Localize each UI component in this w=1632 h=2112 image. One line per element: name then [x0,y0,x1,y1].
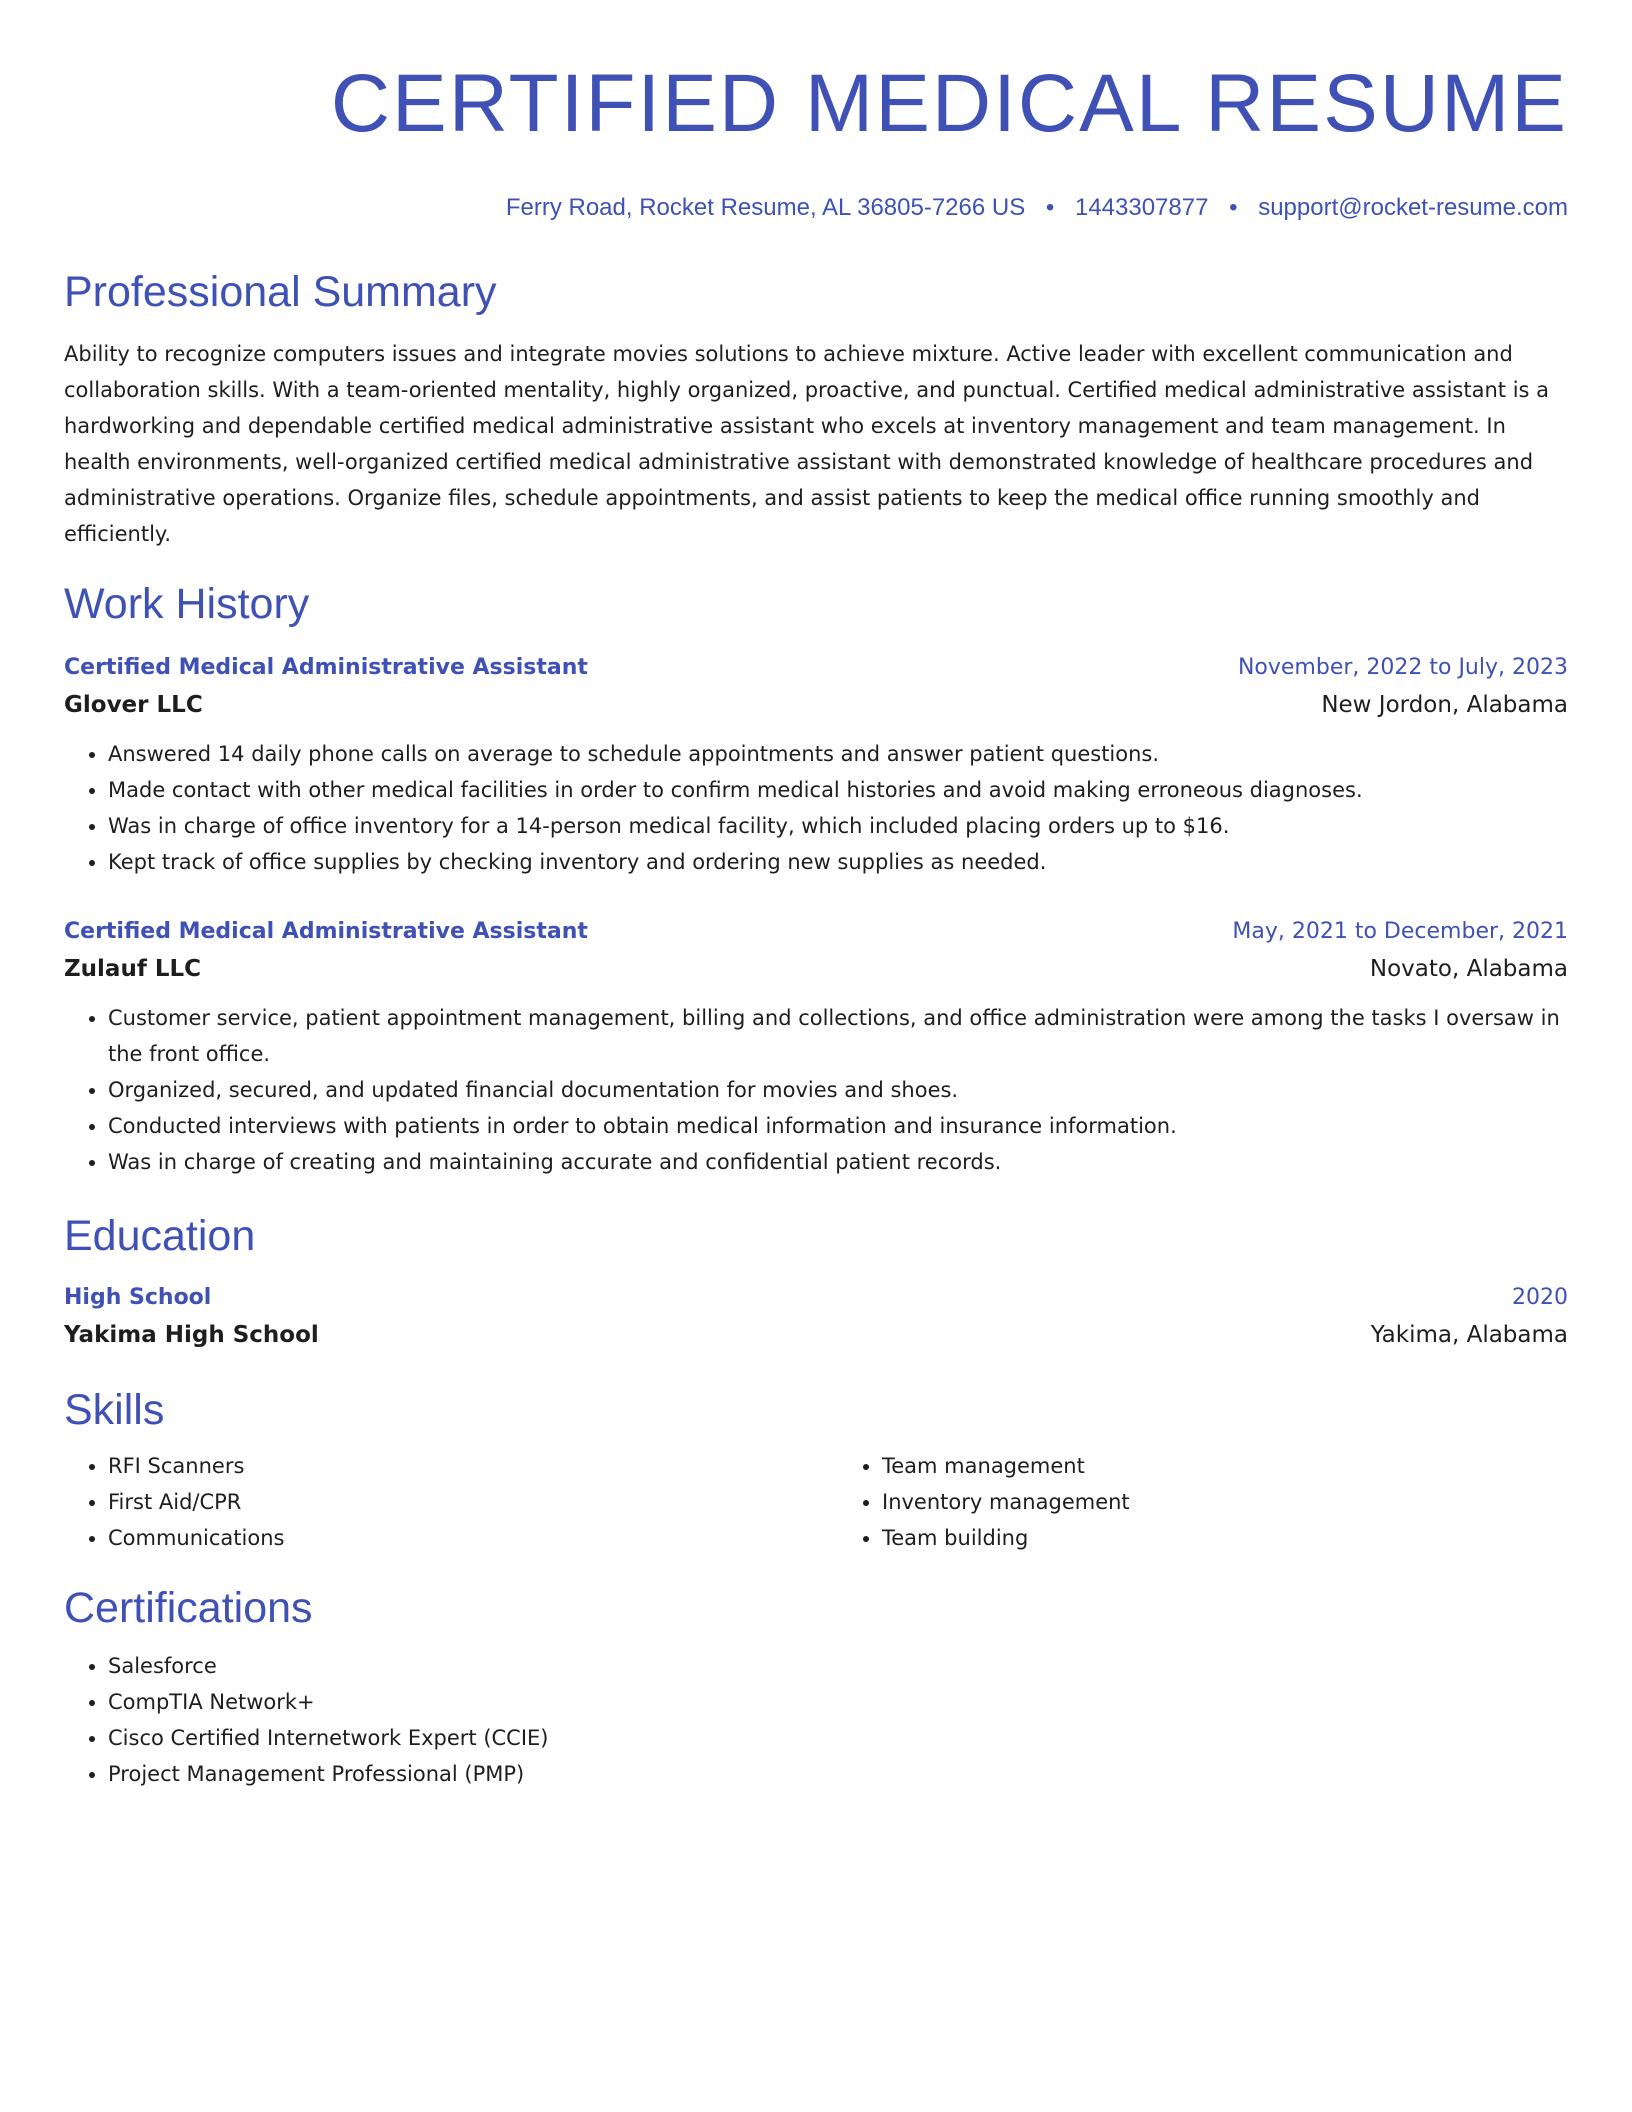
job-entry [64,914,1568,1180]
contact-line [64,192,1568,224]
list-item: • Answered 14 daily phone calls on average to schedule appointments and answer patient questions. [108,736,1568,772]
job-company-row [64,950,1568,988]
job-header-row [64,914,1568,950]
email-link[interactable]: support@rocket-resume.com [1258,194,1568,221]
list-item: • Kept track of office supplies by checking inventory and ordering new supplies as needed. [108,844,1568,880]
certifications-section [64,1580,1568,1792]
job-dates: November, 2022 to July, 2023 [1237,655,1568,680]
list-item: • Conducted interviews with patients in order to obtain medical information and insurance information. [108,1108,1568,1144]
list-item: • Customer service, patient appointment management, billing and collections, and office administration were among the tasks I oversaw in the front office. [108,1000,1568,1072]
list-item: • CompTIA Network+ [108,1684,1568,1720]
list-item: • Cisco Certified Internetwork Expert (CCIE) [108,1720,1568,1756]
education-header-row [64,1280,1568,1316]
list-item: • Project Management Professional (PMP) [108,1756,1568,1792]
school-name: Yakima High School [64,1322,319,1348]
company-name: Zulauf LLC [64,956,202,982]
summary-heading: Professional Summary [64,268,497,316]
skills-columns [64,1448,1568,1556]
education-school-row [64,1316,1568,1354]
degree: High School [64,1285,212,1310]
list-item: • Made contact with other medical facilities in order to confirm medical histories and avoid making erroneous diagnoses. [108,772,1568,808]
list-item: • Organized, secured, and updated financial documentation for movies and shoes. [108,1072,1568,1108]
job-company-row [64,686,1568,724]
list-item: • Was in charge of office inventory for a 14-person medical facility, which included placing orders up to $16. [108,808,1568,844]
list-item: • Team management [882,1448,1568,1484]
graduation-year: 2020 [1512,1285,1568,1310]
certifications-list [64,1648,1568,1792]
school-location: Yakima, Alabama [1370,1322,1568,1348]
skills-heading: Skills [64,1386,165,1434]
education-entry [64,1280,1568,1354]
list-item: • Was in charge of creating and maintaining accurate and confidential patient records. [108,1144,1568,1180]
job-duties-list [64,736,1568,880]
separator-dot: • [1045,194,1055,221]
list-item: • First Aid/CPR [108,1484,816,1520]
summary-section [64,264,1568,552]
summary-text: Ability to recognize computers issues and integrate movies solutions to achieve mixture. Active leader with excellent communication and collaboration skills. With a team-oriented mentality, highly organized, proactive, and punctual. Certified medical administrative assistant is a hardworking and dependable certified medical administrative assistant who excels at inventory management and team management. In health environments, well-organized certified medical administrative assistant with demonstrated knowledge of healthcare procedures and administrative operations. Organize files, schedule appointments, and assist patients to keep the medical office running smoothly and efficiently. [64,342,1550,546]
job-title: Certified Medical Administrative Assistant [64,655,588,680]
separator-dot: • [1229,194,1238,221]
job-location: Novato, Alabama [1369,956,1568,982]
job-entry [64,650,1568,880]
job-location: New Jordon, Alabama [1321,692,1568,718]
phone: 1443307877 [1074,194,1209,221]
skills-list-right [816,1448,1568,1556]
skills-list-left [64,1448,816,1556]
resume-title: CERTIFIED MEDICAL RESUME [330,58,1568,149]
education-heading: Education [64,1212,256,1260]
work-history-section [64,576,1568,1180]
education-section [64,1208,1568,1354]
job-header-row [64,650,1568,686]
company-name: Glover LLC [64,692,203,718]
list-item: • Team building [882,1520,1568,1556]
job-dates: May, 2021 to December, 2021 [1232,919,1568,944]
skills-section [64,1382,1568,1556]
list-item: • Inventory management [882,1484,1568,1520]
list-item: • RFI Scanners [108,1448,816,1484]
job-duties-list [64,1000,1568,1180]
job-title: Certified Medical Administrative Assistant [64,919,588,944]
list-item: • Salesforce [108,1648,1568,1684]
work-history-heading: Work History [64,580,310,628]
list-item: • Communications [108,1520,816,1556]
certifications-heading: Certifications [64,1584,313,1632]
address: Ferry Road, Rocket Resume, AL 36805-7266 US [505,194,1026,221]
